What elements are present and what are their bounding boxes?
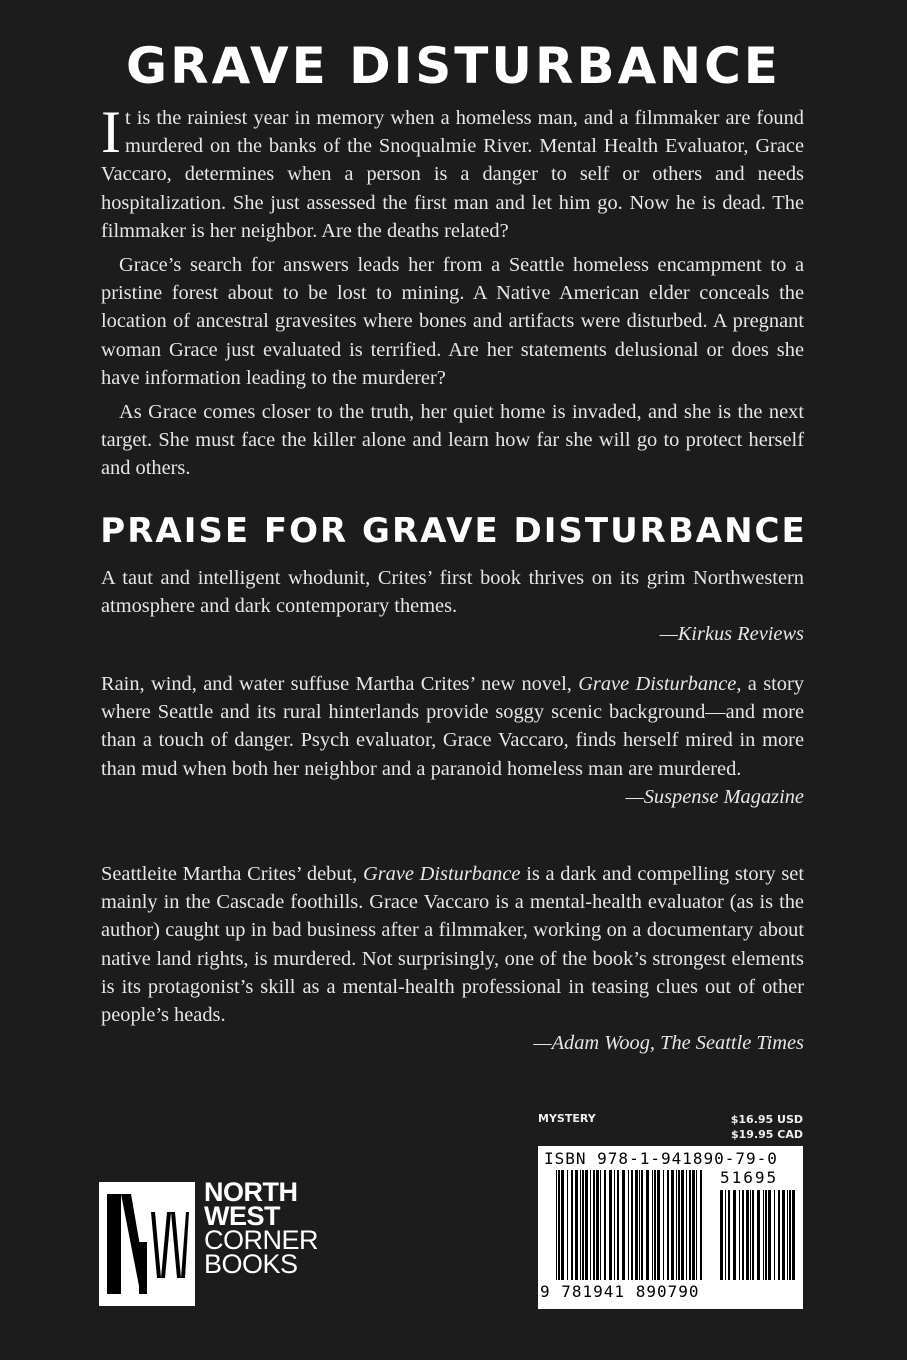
praise-quote-seattle-times (101, 860, 804, 1057)
isbn-barcode (538, 1146, 803, 1309)
blurb-paragraph-1: It is the rainiest year in memory when a homeless man, and a filmmaker are found murdered on the banks of the Snoqualmie River. Mental Health Evaluator, Grace Vaccaro, determines when a person is a danger to self or others and needs hospitalization. She just assessed the first man and let him go. Now he is dead. The filmmaker is her neighbor. Are the deaths related? (101, 99, 804, 242)
barcode-ean-digits: 9 781941 890790 (540, 1282, 700, 1301)
price-usd: $16.95 USD (730, 1113, 803, 1126)
praise-quote-kirkus (101, 564, 804, 649)
quote-text: Rain, wind, and water suffuse Martha Crites’ new novel, Grave Disturbance, a story where Seattle and its rural hinterlands provide soggy scenic background—and more than a touch of danger. Psych evaluator, Grace Vaccaro, finds herself mired in more than mud when both her neighbor and a paranoid homeless man are murdered. (101, 673, 804, 780)
isbn-number: ISBN 978-1-941890-79-0 (544, 1149, 778, 1168)
publisher-name: NORTH WEST CORNER BOOKS (204, 1177, 319, 1279)
quote-attribution: —Kirkus Reviews (659, 623, 804, 646)
book-title: GRAVE DISTURBANCE (126, 37, 781, 95)
blurb-paragraph-2: Grace’s search for answers leads her from a Seattle homeless encampment to a pristine forest about to be lost to mining. A Native American elder conceals the location of ancestral gravesites where bones and artifacts were disturbed. A pregnant woman Grace just evaluated is terrified. Are her statements delusional or does she have information leading to the murderer? (101, 254, 804, 389)
book-blurb (101, 99, 804, 489)
genre-label: MYSTERY (538, 1112, 596, 1125)
drop-cap: I (101, 99, 121, 165)
price-cad: $19.95 CAD (731, 1128, 803, 1141)
nw-logo-icon (99, 1182, 195, 1306)
quote-text: A taut and intelligent whodunit, Crites’ first book thrives on its grim Northwestern atmosphere and dark contemporary themes. (101, 567, 804, 618)
quote-attribution: —Adam Woog, The Seattle Times (533, 1032, 804, 1055)
praise-heading: PRAISE FOR GRAVE DISTURBANCE (100, 511, 807, 551)
blurb-paragraph-3: As Grace comes closer to the truth, her quiet home is invaded, and she is the next target. She must face the killer alone and learn how far she will go to protect herself and others. (101, 401, 804, 480)
price-block (731, 1112, 803, 1142)
praise-quote-suspense (101, 670, 804, 811)
quote-attribution: —Suspense Magazine (625, 785, 804, 808)
quote-text: Seattleite Martha Crites’ debut, Grave Disturbance is a dark and compelling story set mainly in the Cascade foothills. Grace Vaccaro is a mental-health evaluator (as is the author) caught up in bad business after a filmmaker, working on a documentary about native land rights, is murdered. Not surprisingly, one of the book’s strongest elements is its protagonist’s skill as a mental-health professional in teasing clues out of other people’s heads. (101, 863, 804, 1027)
barcode-addon-digits: 51695 (720, 1168, 779, 1187)
publisher-logo (99, 1177, 319, 1306)
